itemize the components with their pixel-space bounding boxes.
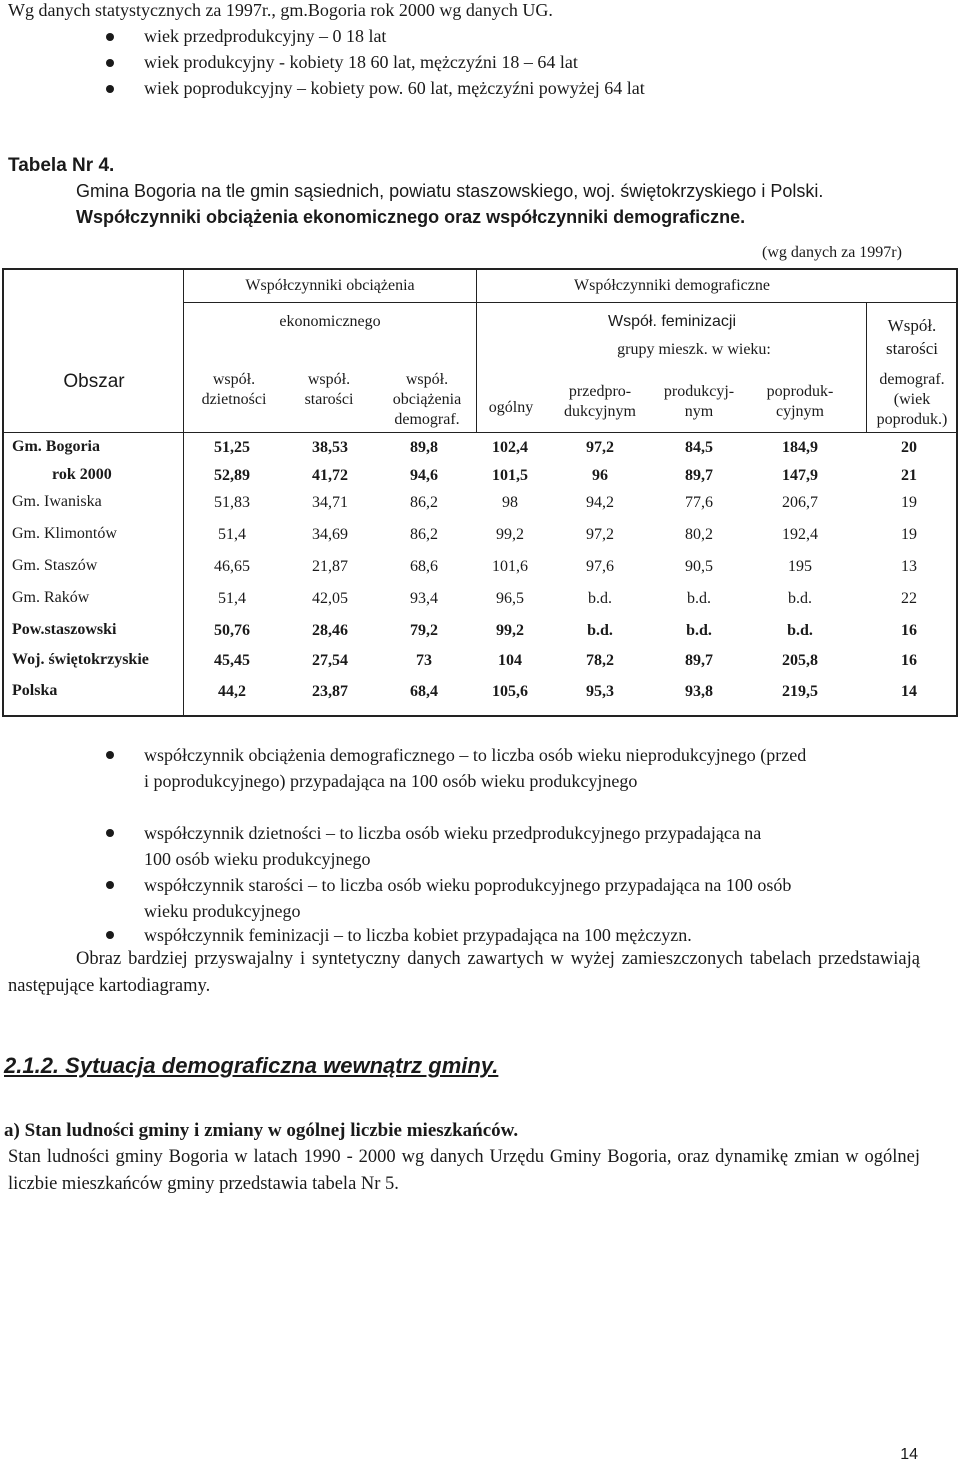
- subsection-title: a) Stan ludności gminy i zmiany w ogólnej liczbie mieszkańców.: [4, 1120, 519, 1141]
- table-cell: 105,6: [492, 683, 528, 700]
- bullet-icon: [106, 59, 114, 67]
- bullet-icon: [106, 829, 114, 837]
- table-cell: 95,3: [586, 683, 614, 700]
- header-wsp-starosci: Współ. starości: [886, 316, 938, 358]
- table-cell: 44,2: [218, 683, 246, 700]
- header-group-economic-sub: ekonomicznego: [279, 313, 381, 330]
- table-cell: 52,89: [214, 467, 250, 484]
- table-cell: 78,2: [586, 652, 614, 669]
- table-source-note: (wg danych za 1997r): [762, 244, 902, 261]
- table-cell: 27,54: [312, 652, 348, 669]
- table-cell: 68,4: [410, 683, 438, 700]
- header-starosci: współ. starości: [304, 371, 354, 408]
- definition-item: współczynnik obciążenia demograficznego – to liczba osób wieku nieprodukcyjnego (przed i poprodukcyjnego) przypadająca na 100 osób wieku produkcyjnego: [112, 742, 922, 794]
- table-cell: 51,4: [218, 590, 246, 607]
- table-cell: 104: [498, 652, 522, 669]
- table-cell: 184,9: [782, 439, 818, 456]
- bullet-icon: [106, 33, 114, 41]
- table-cell: 98: [502, 494, 518, 511]
- header-group-economic: Współczynniki obciążenia: [245, 277, 415, 294]
- table-cell: 16: [901, 652, 917, 669]
- table-cell: 73: [416, 652, 432, 669]
- row-label: Gm. Klimontów: [12, 525, 117, 542]
- table-cell: 99,2: [496, 622, 524, 639]
- table-cell: 51,4: [218, 526, 246, 543]
- header-group-demographic: Współczynniki demograficzne: [574, 277, 770, 294]
- definition-item: współczynnik dzietności – to liczba osób wieku przedprodukcyjnego przypadająca na 100 osób wieku produkcyjnego: [112, 820, 922, 872]
- table-cell: 45,45: [214, 652, 250, 669]
- table-cell: 28,46: [312, 622, 348, 639]
- table-cell: 93,4: [410, 590, 438, 607]
- table-cell: 97,2: [586, 439, 614, 456]
- table-cell: b.d.: [587, 622, 613, 639]
- table-cell: 20: [901, 439, 917, 456]
- table-cell: 21: [901, 467, 917, 484]
- bullet-icon: [106, 751, 114, 759]
- paragraph-cartodiagrams: Obraz bardziej przyswajalny i syntetyczny danych zawartych w wyżej zamieszczonych tabelach przedstawiają następujące kartodiagramy.: [8, 949, 920, 996]
- table-cell: b.d.: [787, 622, 813, 639]
- table-cell: 42,05: [312, 590, 348, 607]
- table-cell: 19: [901, 494, 917, 511]
- table-cell: 22: [901, 590, 917, 607]
- bullet-icon: [106, 931, 114, 939]
- table-cell: 80,2: [685, 526, 713, 543]
- table-cell: 101,6: [492, 558, 528, 575]
- row-label: Gm. Staszów: [12, 557, 98, 574]
- table-cell: 84,5: [685, 439, 713, 456]
- table-cell: b.d.: [788, 590, 812, 607]
- table-cell: 97,2: [586, 526, 614, 543]
- header-obciazenia: współ. obciążenia demograf.: [392, 371, 462, 428]
- table-cell: 21,87: [312, 558, 348, 575]
- bullet-icon: [106, 881, 114, 889]
- table-cell: 13: [901, 558, 917, 575]
- table-cell: 79,2: [410, 622, 438, 639]
- table-cell: 96,5: [496, 590, 524, 607]
- table-cell: 68,6: [410, 558, 438, 575]
- table-cell: 34,69: [312, 526, 348, 543]
- table-caption-title: Współczynniki obciążenia ekonomicznego oraz współczynniki demograficzne.: [76, 207, 746, 227]
- table-cell: 219,5: [782, 683, 818, 700]
- table-cell: 97,6: [586, 558, 614, 575]
- header-obszar: Obszar: [63, 371, 125, 392]
- header-feminizacji: Współ. feminizacji: [607, 313, 737, 330]
- table-cell: 16: [901, 622, 917, 639]
- definition-item: współczynnik feminizacji – to liczba kobiet przypadająca na 100 mężczyzn.: [112, 922, 922, 948]
- table-cell: 195: [788, 558, 812, 575]
- header-demograf: demograf. (wiek poproduk.): [876, 371, 948, 428]
- table-cell: 86,2: [410, 494, 438, 511]
- table-cell: b.d.: [686, 622, 712, 639]
- definition-item: współczynnik starości – to liczba osób wieku poprodukcyjnego przypadająca na 100 osób wieku produkcyjnego: [112, 872, 922, 924]
- row-label: Polska: [12, 682, 58, 699]
- table-cell: 38,53: [312, 439, 348, 456]
- table-cell: 90,5: [685, 558, 713, 575]
- intro-line: Wg danych statystycznych za 1997r., gm.Bogoria rok 2000 wg danych UG.: [8, 0, 553, 20]
- paragraph-population: Stan ludności gminy Bogoria w latach 1990 - 2000 wg danych Urzędu Gminy Bogoria, oraz dynamikę zmian w ogólnej liczbie mieszkańców gminy przedstawia tabela Nr 5.: [8, 1147, 920, 1194]
- table-cell: 89,8: [410, 439, 438, 456]
- table-cell: b.d.: [588, 590, 612, 607]
- table-caption-line: Gmina Bogoria na tle gmin sąsiednich, powiatu staszowskiego, woj. świętokrzyskiego i Polski.: [76, 181, 824, 201]
- row-label: Gm. Raków: [12, 589, 90, 606]
- table-cell: 89,7: [685, 652, 713, 669]
- table-cell: 51,83: [214, 494, 250, 511]
- table-cell: 94,2: [586, 494, 614, 511]
- table-cell: 51,25: [214, 439, 250, 456]
- table-cell: 96: [592, 467, 608, 484]
- table-cell: b.d.: [687, 590, 711, 607]
- header-poprodukcyjnym: poproduk-cyjnym: [766, 383, 834, 420]
- table-cell: 19: [901, 526, 917, 543]
- table-cell: 93,8: [685, 683, 713, 700]
- table-cell: 89,7: [685, 467, 713, 484]
- header-grupy: grupy mieszk. w wieku:: [617, 341, 771, 358]
- row-label: Pow.staszowski: [12, 621, 117, 638]
- table-cell: 102,4: [492, 439, 528, 456]
- row-label: Woj. świętokrzyskie: [12, 651, 149, 668]
- table-cell: 205,8: [782, 652, 818, 669]
- table-cell: 94,6: [410, 467, 438, 484]
- table-cell: 23,87: [312, 683, 348, 700]
- page-number: 14: [900, 1446, 918, 1463]
- table-cell: 50,76: [214, 622, 250, 639]
- table-cell: 14: [901, 683, 917, 700]
- data-table: [2, 268, 958, 717]
- row-label: Gm. Iwaniska: [12, 493, 102, 510]
- row-label: Gm. Bogoria: [12, 438, 100, 455]
- table-cell: 192,4: [782, 526, 818, 543]
- row-label: rok 2000: [52, 466, 112, 483]
- table-cell: 77,6: [685, 494, 713, 511]
- table-cell: 86,2: [410, 526, 438, 543]
- table-cell: 99,2: [496, 526, 524, 543]
- section-title: 2.1.2. Sytuacja demograficzna wewnątrz gminy.: [4, 1053, 499, 1078]
- table-cell: 34,71: [312, 494, 348, 511]
- header-ogolny: ogólny: [488, 399, 534, 416]
- header-przedprodukcyjnym: przedpro-dukcyjnym: [564, 383, 636, 420]
- header-produkcyjnym: produkcyj-nym: [663, 383, 735, 420]
- table-cell: 147,9: [782, 467, 818, 484]
- table-cell: 101,5: [492, 467, 528, 484]
- header-dzietnosci: współ. dzietności: [201, 371, 267, 408]
- table-caption-label: Tabela Nr 4.: [8, 155, 115, 176]
- table-cell: 46,65: [214, 558, 250, 575]
- bullet-icon: [106, 85, 114, 93]
- table-cell: 206,7: [782, 494, 818, 511]
- table-cell: 41,72: [312, 467, 348, 484]
